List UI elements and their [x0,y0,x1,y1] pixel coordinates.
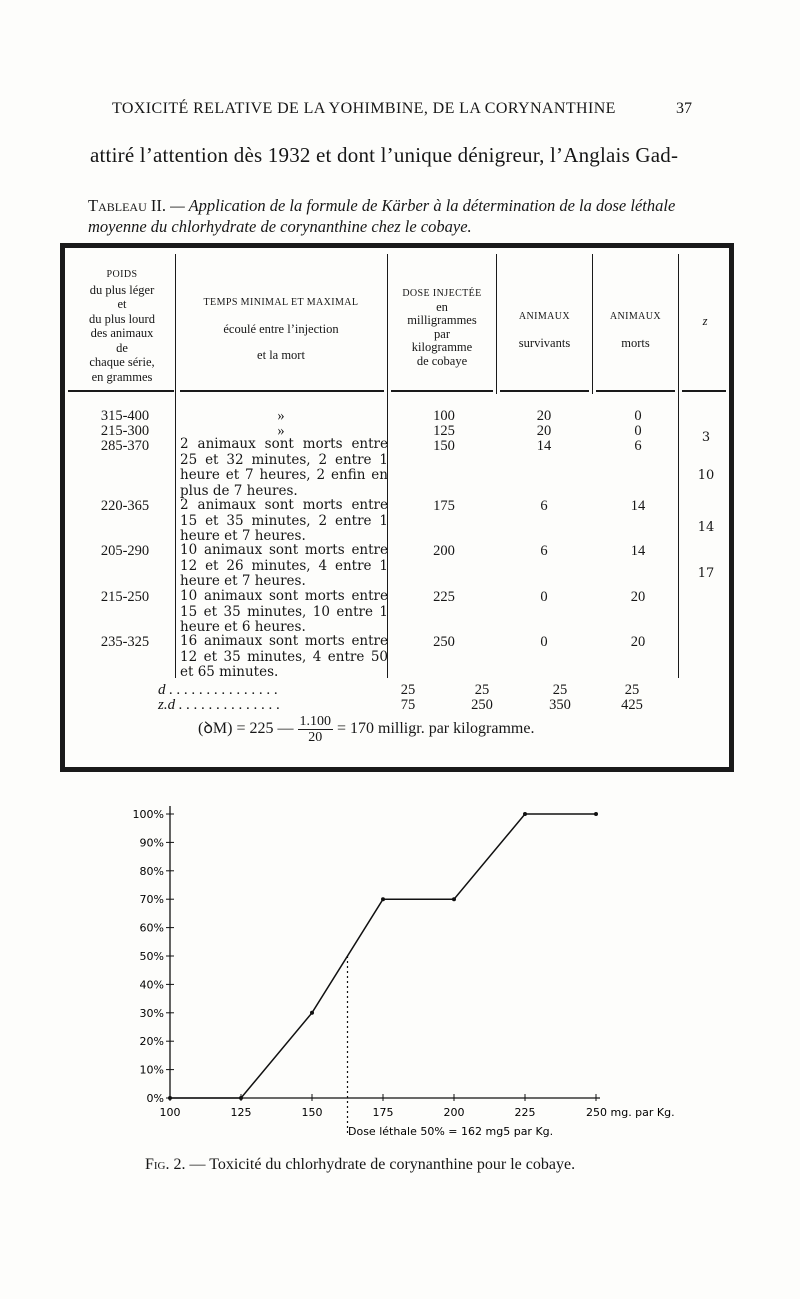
zd-value: 425 [621,697,643,713]
x-tick-label: 250 mg. par Kg. [586,1106,675,1119]
zd-value: 350 [549,697,571,713]
cell-survivors: 20 [536,423,552,439]
formula-denominator: 20 [308,730,323,745]
cell-time: 10 animaux sont morts entre 12 et 26 minutes, 4 entre 1 heure et 7 heures. [180,542,388,589]
running-header: TOXICITÉ RELATIVE DE LA YOHIMBINE, DE LA CORYNANTHINE [112,100,616,117]
x-tick-label: 100 [159,1106,181,1119]
y-tick-label: 60% [139,921,164,935]
cell-time: » [277,423,285,439]
y-tick-label: 10% [139,1063,164,1077]
formula [198,714,534,745]
header-rule [68,390,174,392]
cell-dead: 20 [630,589,646,605]
cell-time: 16 animaux sont morts entre 12 et 35 minutes, 4 entre 50 et 65 minutes. [180,633,388,680]
page-number: 37 [676,100,692,117]
y-tick-label: 90% [139,836,164,850]
body-text-line: attiré l’attention dès 1932 et dont l’unique dénigreur, l’Anglais Gad- [90,143,679,167]
figure-caption-tag: Fig. 2. [145,1156,186,1173]
cell-dead: 0 [634,408,642,424]
header-z: z [702,314,708,328]
formula-fraction [298,714,334,745]
cell-dose: 150 [433,438,455,454]
y-tick-label: 30% [139,1006,164,1020]
x-tick-label: 125 [230,1106,252,1119]
table-caption [88,195,720,237]
chart-line-layer [170,814,596,1134]
cell-time: 2 animaux sont morts entre 25 et 32 minutes, 2 entre 1 heure et 7 heures, 2 enfin en plus de 7 heures. [180,436,388,499]
data-point [239,1096,243,1100]
header-rule [682,390,726,392]
d-value: 25 [400,682,416,698]
y-tick-label: 70% [139,893,164,907]
y-tick-label: 20% [139,1035,164,1049]
data-point [594,812,598,816]
header-time: TEMPS MINIMAL ET MAXIMAL écoulé entre l’injection et la mort [203,297,359,362]
chart-axes [170,806,600,1098]
cell-weight: 285-370 [100,438,150,454]
cell-weight: 215-300 [100,423,150,439]
header-rule [596,390,675,392]
cell-survivors: 6 [540,498,548,514]
d-row-label: d . . . . . . . . . . . . . . . [158,682,278,698]
cell-survivors: 0 [540,589,548,605]
d-value: 25 [552,682,568,698]
cell-time: 10 animaux sont morts entre 15 et 35 minutes, 10 entre 1 heure et 6 heures. [180,588,388,635]
cell-dead: 14 [630,498,646,514]
table-caption-tag: Tableau II. [88,196,166,215]
chart-points [168,812,598,1100]
header-dose: DOSE INJECTÉE en milligrammes par kilogramme de cobaye [402,288,482,368]
x-tick-label: 225 [514,1106,536,1119]
d-value: 25 [624,682,640,698]
cell-dose: 175 [433,498,455,514]
formula-numerator: 1.100 [299,714,331,729]
data-point [452,897,456,901]
cell-dead: 0 [634,423,642,439]
zd-row-label: z.d . . . . . . . . . . . . . . [158,697,281,713]
y-tick-label: 80% [139,864,164,878]
cell-dose: 250 [433,634,455,650]
cell-time: 2 animaux sont morts entre 15 et 35 minutes, 2 entre 1 heure et 7 heures. [180,497,388,544]
table-caption-text: — Application de la formule de Kärber à la détermination de la dose léthale moyenne du chlorhydrate de corynanthine chez le cobaye. [88,196,676,236]
zd-value: 75 [400,697,416,713]
chart-annotation: Dose léthale 50% = 162 mg5 par Kg. [348,1125,554,1138]
y-tick-label: 50% [139,950,164,963]
cell-survivors: 0 [540,634,548,650]
header-dead: ANIMAUX morts [609,311,662,350]
cell-dose: 225 [433,589,455,605]
chart-ticks [133,808,675,1119]
cell-dose: 200 [433,543,455,559]
x-tick-label: 175 [372,1106,394,1119]
cell-dose: 125 [433,423,455,439]
header-weight: POIDS du plus léger et du plus lourd des animaux de chaque série, en grammes [89,269,155,384]
x-tick-label: 150 [301,1106,323,1119]
data-series-line [170,814,596,1098]
x-tick-label: 200 [443,1106,465,1119]
cell-z: 3 [701,430,711,445]
cell-dose: 100 [433,408,455,424]
header-rule [391,390,493,392]
formula-left: (ꝺM) = 225 — [198,720,294,738]
y-tick-label: 0% [146,1092,164,1105]
data-point [523,812,527,816]
formula-right: = 170 milligr. par kilogramme. [337,720,535,738]
cell-survivors: 6 [540,543,548,559]
cell-dead: 6 [634,438,642,454]
cell-z: 10 [697,468,715,483]
zd-value: 250 [471,697,493,713]
header-rule [500,390,589,392]
figure-caption-text: — Toxicité du chlorhydrate de corynanthine pour le cobaye. [185,1156,576,1173]
cell-survivors: 14 [536,438,552,454]
lethality-chart [0,790,800,1150]
cell-dead: 20 [630,634,646,650]
data-point [168,1096,172,1100]
d-value: 25 [474,682,490,698]
cell-z: 14 [697,520,715,535]
data-point [310,1011,314,1015]
data-point [381,897,385,901]
header-survivors: ANIMAUX survivants [518,311,571,350]
cell-z: 17 [697,566,715,581]
cell-weight: 215-250 [100,589,150,605]
figure-caption [145,1156,575,1174]
cell-time: » [277,408,285,424]
cell-weight: 220-365 [100,498,150,514]
cell-weight: 235-325 [100,634,150,650]
cell-weight: 315-400 [100,408,150,424]
header-rule [180,390,384,392]
y-tick-label: 100% [132,808,164,821]
cell-dead: 14 [630,543,646,559]
y-tick-label: 40% [139,978,164,992]
cell-weight: 205-290 [100,543,150,559]
cell-survivors: 20 [536,408,552,424]
